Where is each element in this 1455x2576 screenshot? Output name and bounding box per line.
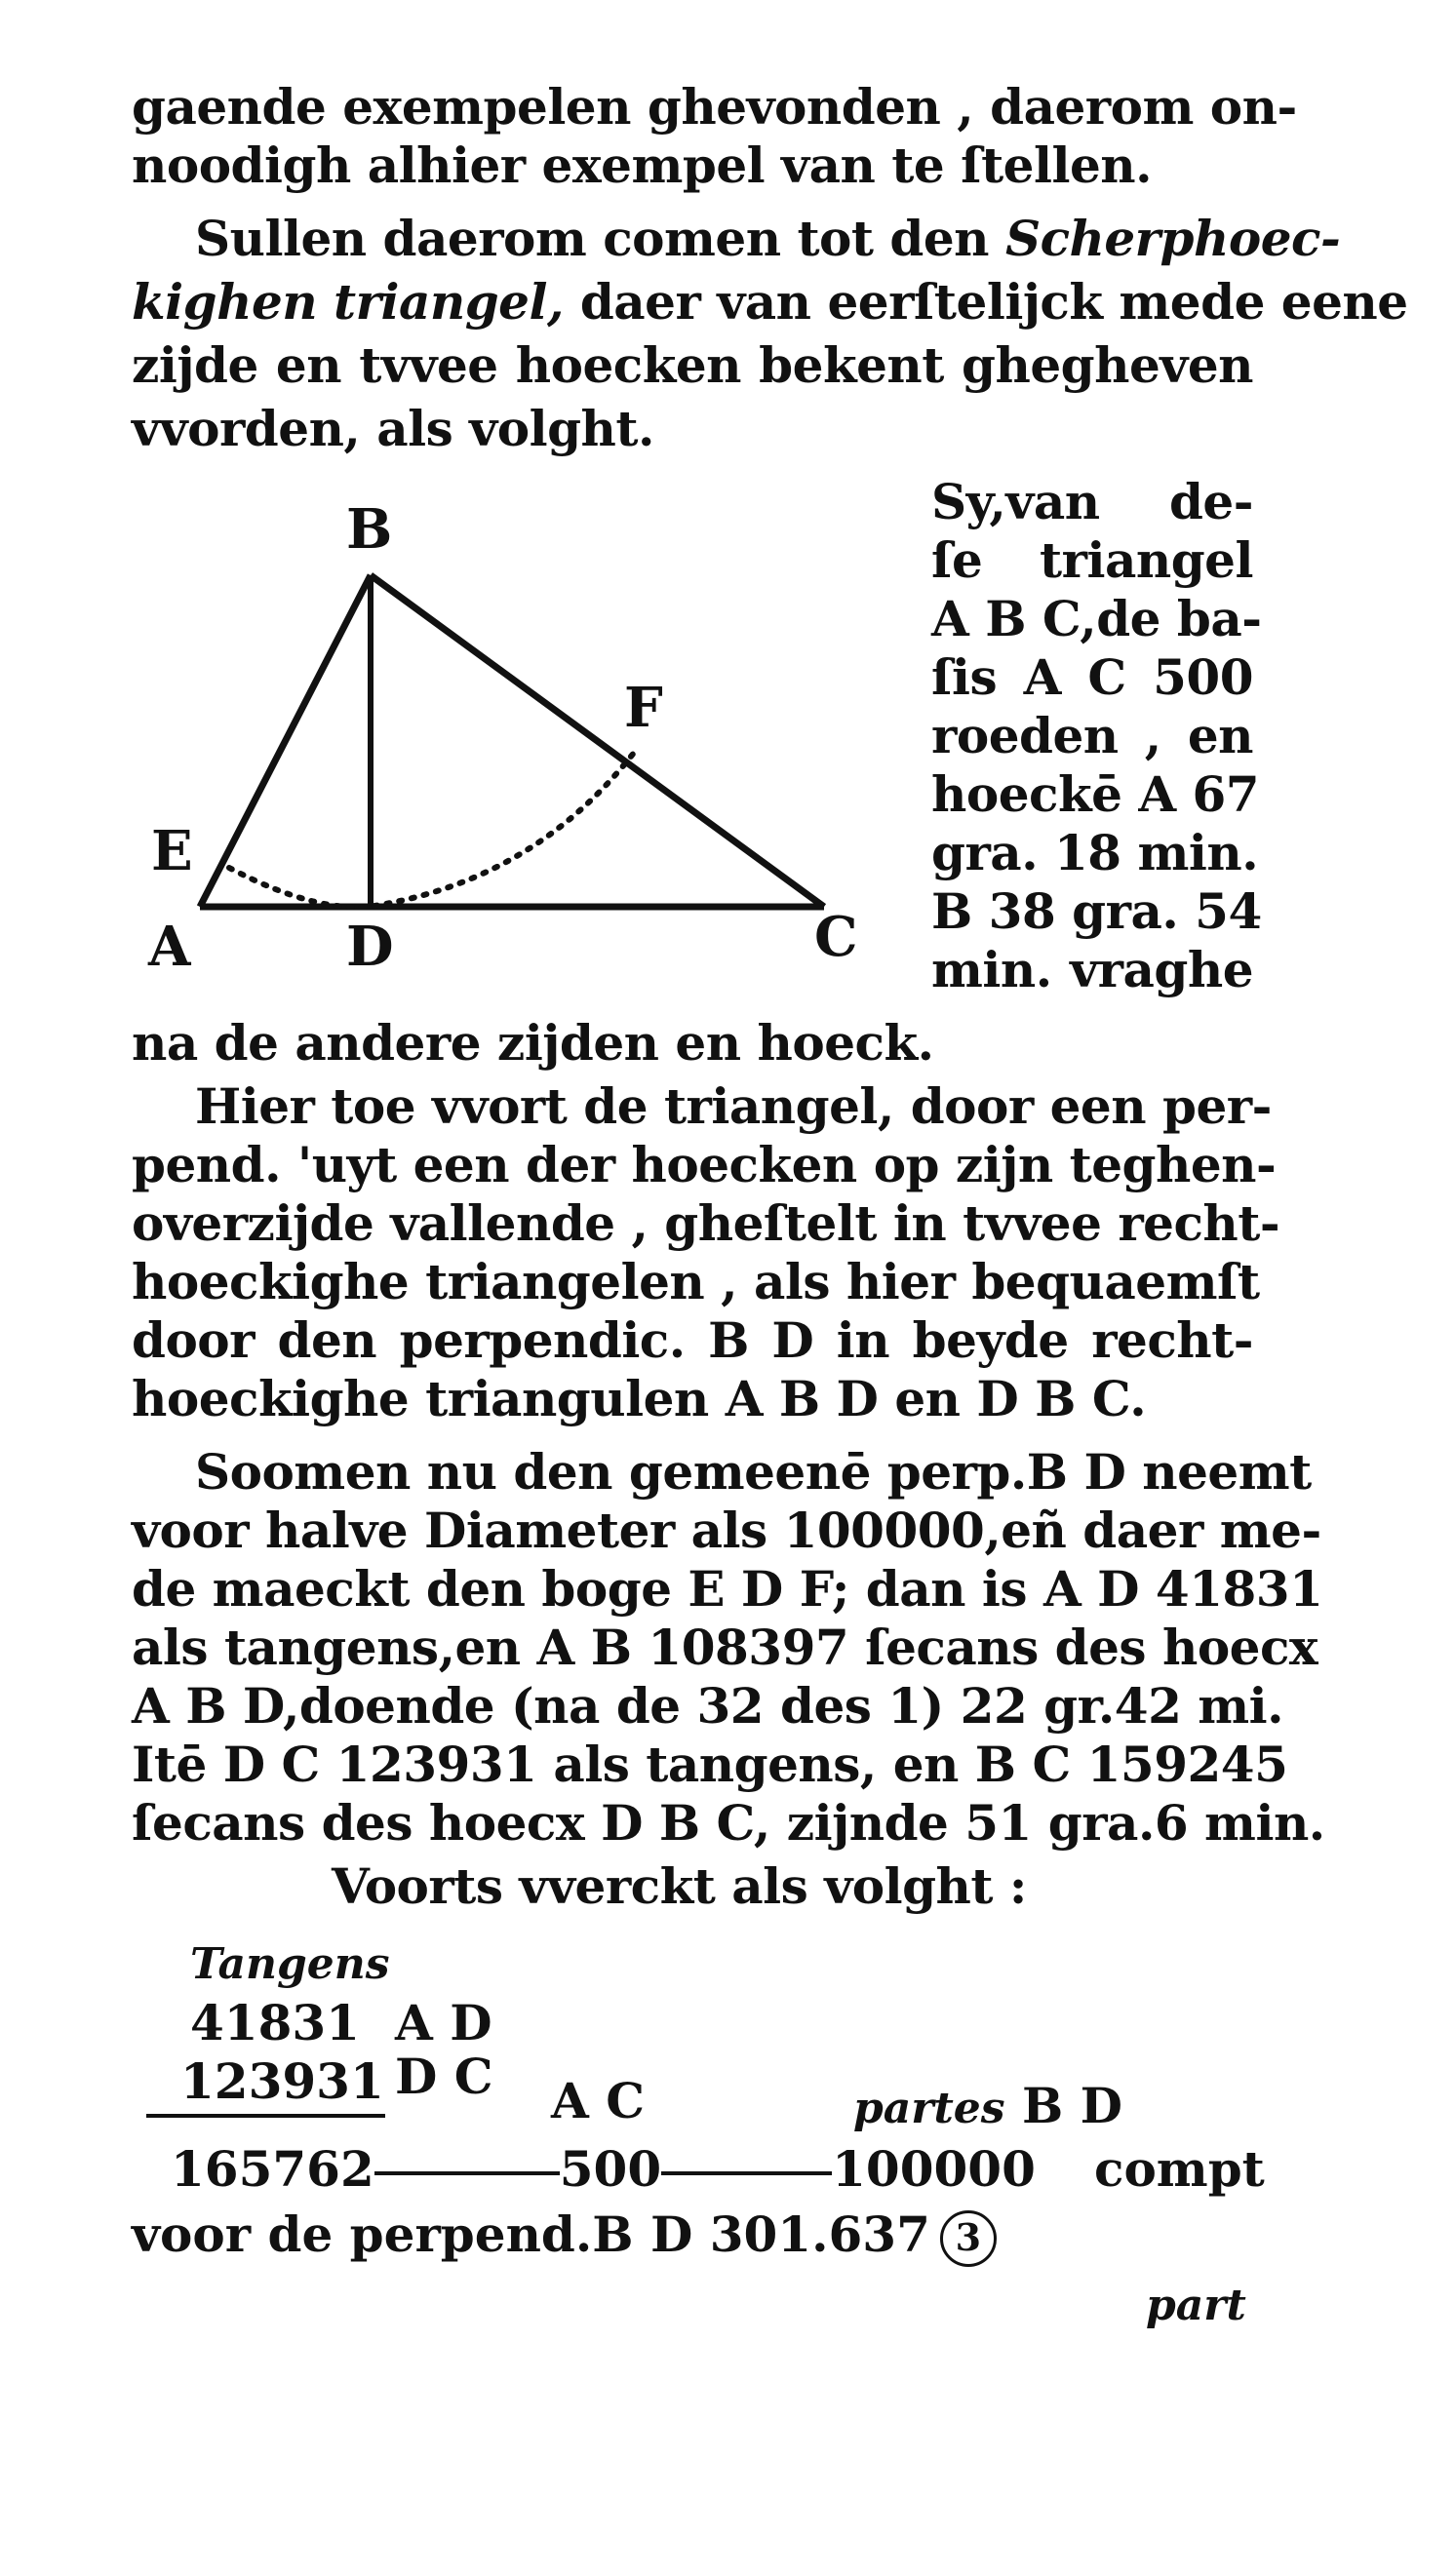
text-line: hoeckighe triangelen , als hier bequaemſt: [132, 1253, 1260, 1310]
sum-value: 165762: [171, 2140, 374, 2198]
side-text-line: A B C,de ba-: [931, 590, 1262, 647]
side-text-line: hoeckē A 67: [931, 765, 1260, 823]
calc-label-ac: A C: [551, 2072, 645, 2129]
label-a: A: [148, 915, 191, 979]
side-text-line: roeden , en: [931, 707, 1253, 764]
right-value: 100000: [832, 2140, 1036, 2198]
text-line: door den perpendic. B D in beyde recht-: [132, 1311, 1253, 1369]
final-line-text: voor de perpend.B D 301.637: [132, 2205, 930, 2263]
text-span: Sullen daerom comen tot den: [195, 210, 990, 267]
text-line: noodigh alhier exempel van te ſtellen.: [132, 137, 1153, 194]
calc-value-dc: 123931: [180, 2052, 384, 2110]
circled-number: 3: [940, 2210, 997, 2267]
label-e: E: [151, 819, 193, 883]
calc-final-line: [132, 2205, 997, 2267]
proportion-dash: [661, 2171, 832, 2175]
compt-word: compt: [1094, 2140, 1265, 2198]
mid-value: 500: [559, 2140, 662, 2198]
sum-rule: [146, 2114, 385, 2118]
label-d: D: [346, 915, 394, 979]
text-line: Voorts vverckt als volght :: [332, 1857, 1027, 1915]
italic-term: kighen triangel,: [132, 273, 564, 331]
text-line: Soomen nu den gemeenē perp.B D neemt: [195, 1443, 1312, 1501]
calc-label-ad: A D: [395, 1994, 492, 2051]
text-line: overzijde vallende , gheſtelt in tvvee recht-: [132, 1194, 1280, 1252]
catchword: part: [1146, 2281, 1246, 2330]
calc-partes-bd: [853, 2077, 1122, 2138]
side-text-line: B 38 gra. 54: [931, 882, 1262, 940]
text-line: hoeckighe triangulen A B D en D B C.: [132, 1370, 1147, 1427]
label-b: B: [346, 497, 393, 562]
side-text-line: min. vraghe: [931, 941, 1253, 998]
side-text-line: gra. 18 min.: [931, 824, 1259, 881]
text-line: A B D,doende (na de 32 des 1) 22 gr.42 mi.: [132, 1677, 1284, 1735]
side-bc: [371, 575, 824, 907]
proportion-dash: [374, 2171, 560, 2175]
text-line: zijde en tvvee hoecken bekent ghegheven: [132, 336, 1253, 394]
text-line: pend. 'uyt een der hoecken op zijn teghen-: [132, 1136, 1277, 1193]
arc-edf: [229, 753, 634, 907]
text-line: [132, 273, 1408, 332]
side-text-line: ſe triangel: [931, 531, 1253, 589]
text-line: vvorden, als volght.: [132, 400, 654, 457]
text-line: [195, 210, 1341, 268]
text-line: voor halve Diameter als 100000,eñ daer me-: [132, 1502, 1321, 1559]
text-line: gaende exempelen ghevonden , daerom on-: [132, 78, 1297, 136]
bd-label: B D: [1021, 2077, 1122, 2134]
text-line: na de andere zijden en hoeck.: [132, 1014, 934, 1072]
triangle-diagram: [127, 488, 907, 995]
partes-label: partes: [853, 2084, 1005, 2133]
side-text-line: Sy,van de-: [931, 473, 1253, 530]
calc-value-ad: 41831: [190, 1994, 360, 2051]
side-text-line: ſis A C 500: [931, 648, 1253, 706]
calc-sum-line: [171, 2140, 1036, 2199]
tangens-label: Tangens: [190, 1939, 390, 1989]
label-f: F: [624, 676, 663, 740]
side-ab: [200, 575, 371, 907]
italic-term: Scherphoec-: [1004, 210, 1341, 267]
text-line: de maeckt den boge E D F; dan is A D 41831: [132, 1560, 1323, 1618]
text-line: Hier toe vvort de triangel, door een per-: [195, 1077, 1272, 1135]
text-span: daer van eerſtelijck mede eene: [579, 273, 1408, 331]
text-line: ſecans des hoecx D B C, zijnde 51 gra.6 min.: [132, 1794, 1325, 1852]
calc-label-dc: D C: [395, 2048, 493, 2105]
label-c: C: [814, 905, 858, 969]
text-line: als tangens,en A B 108397 ſecans des hoecx: [132, 1619, 1318, 1676]
text-line: Itē D C 123931 als tangens, en B C 159245: [132, 1736, 1288, 1793]
